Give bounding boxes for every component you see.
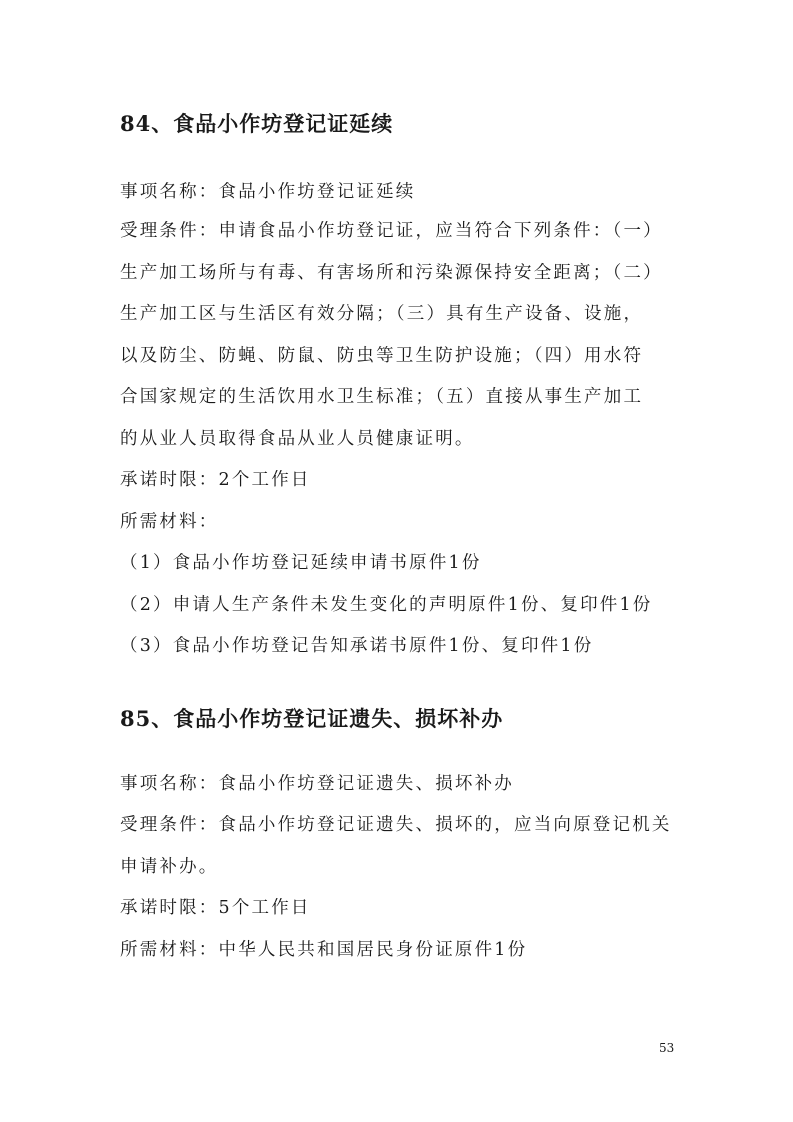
section-85-line-1: 事项名称：食品小作坊登记证遗失、损坏补办 [120, 774, 514, 794]
section-85-line-2: 受理条件：食品小作坊登记证遗失、损坏的，应当向原登记机关 [120, 815, 672, 835]
section-84-line-9: 所需材料： [120, 512, 219, 532]
page-number: 53 [659, 1041, 675, 1055]
section-84-line-2: 受理条件：申请食品小作坊登记证，应当符合下列条件：（一） [120, 221, 663, 241]
section-84-line-8: 承诺时限：2个工作日 [120, 470, 311, 490]
section-84-line-3: 生产加工场所与有毒、有害场所和污染源保持安全距离；（二） [120, 263, 663, 283]
section-84-heading: 84、食品小作坊登记证延续 [120, 111, 394, 136]
section-85-heading: 85、食品小作坊登记证遗失、损坏补办 [120, 706, 504, 731]
section-84-line-6: 合国家规定的生活饮用水卫生标准；（五）直接从事生产加工 [120, 387, 644, 407]
section-84-line-11: （2）申请人生产条件未发生变化的声明原件1份、复印件1份 [120, 595, 653, 615]
section-84-line-10: （1）食品小作坊登记延续申请书原件1份 [120, 553, 482, 573]
section-84-line-12: （3）食品小作坊登记告知承诺书原件1份、复印件1份 [120, 636, 594, 656]
section-85-line-5: 所需材料：中华人民共和国居民身份证原件1份 [120, 940, 528, 960]
section-84-line-4: 生产加工区与生活区有效分隔；（三）具有生产设备、设施， [120, 304, 644, 324]
section-84-line-7: 的从业人员取得食品从业人员健康证明。 [120, 429, 475, 449]
section-84-line-5: 以及防尘、防蝇、防鼠、防虫等卫生防护设施；（四）用水符 [120, 346, 644, 366]
section-84-line-1: 事项名称：食品小作坊登记证延续 [120, 182, 416, 202]
section-85-line-3: 申请补办。 [120, 857, 219, 877]
section-85-line-4: 承诺时限：5个工作日 [120, 898, 311, 918]
